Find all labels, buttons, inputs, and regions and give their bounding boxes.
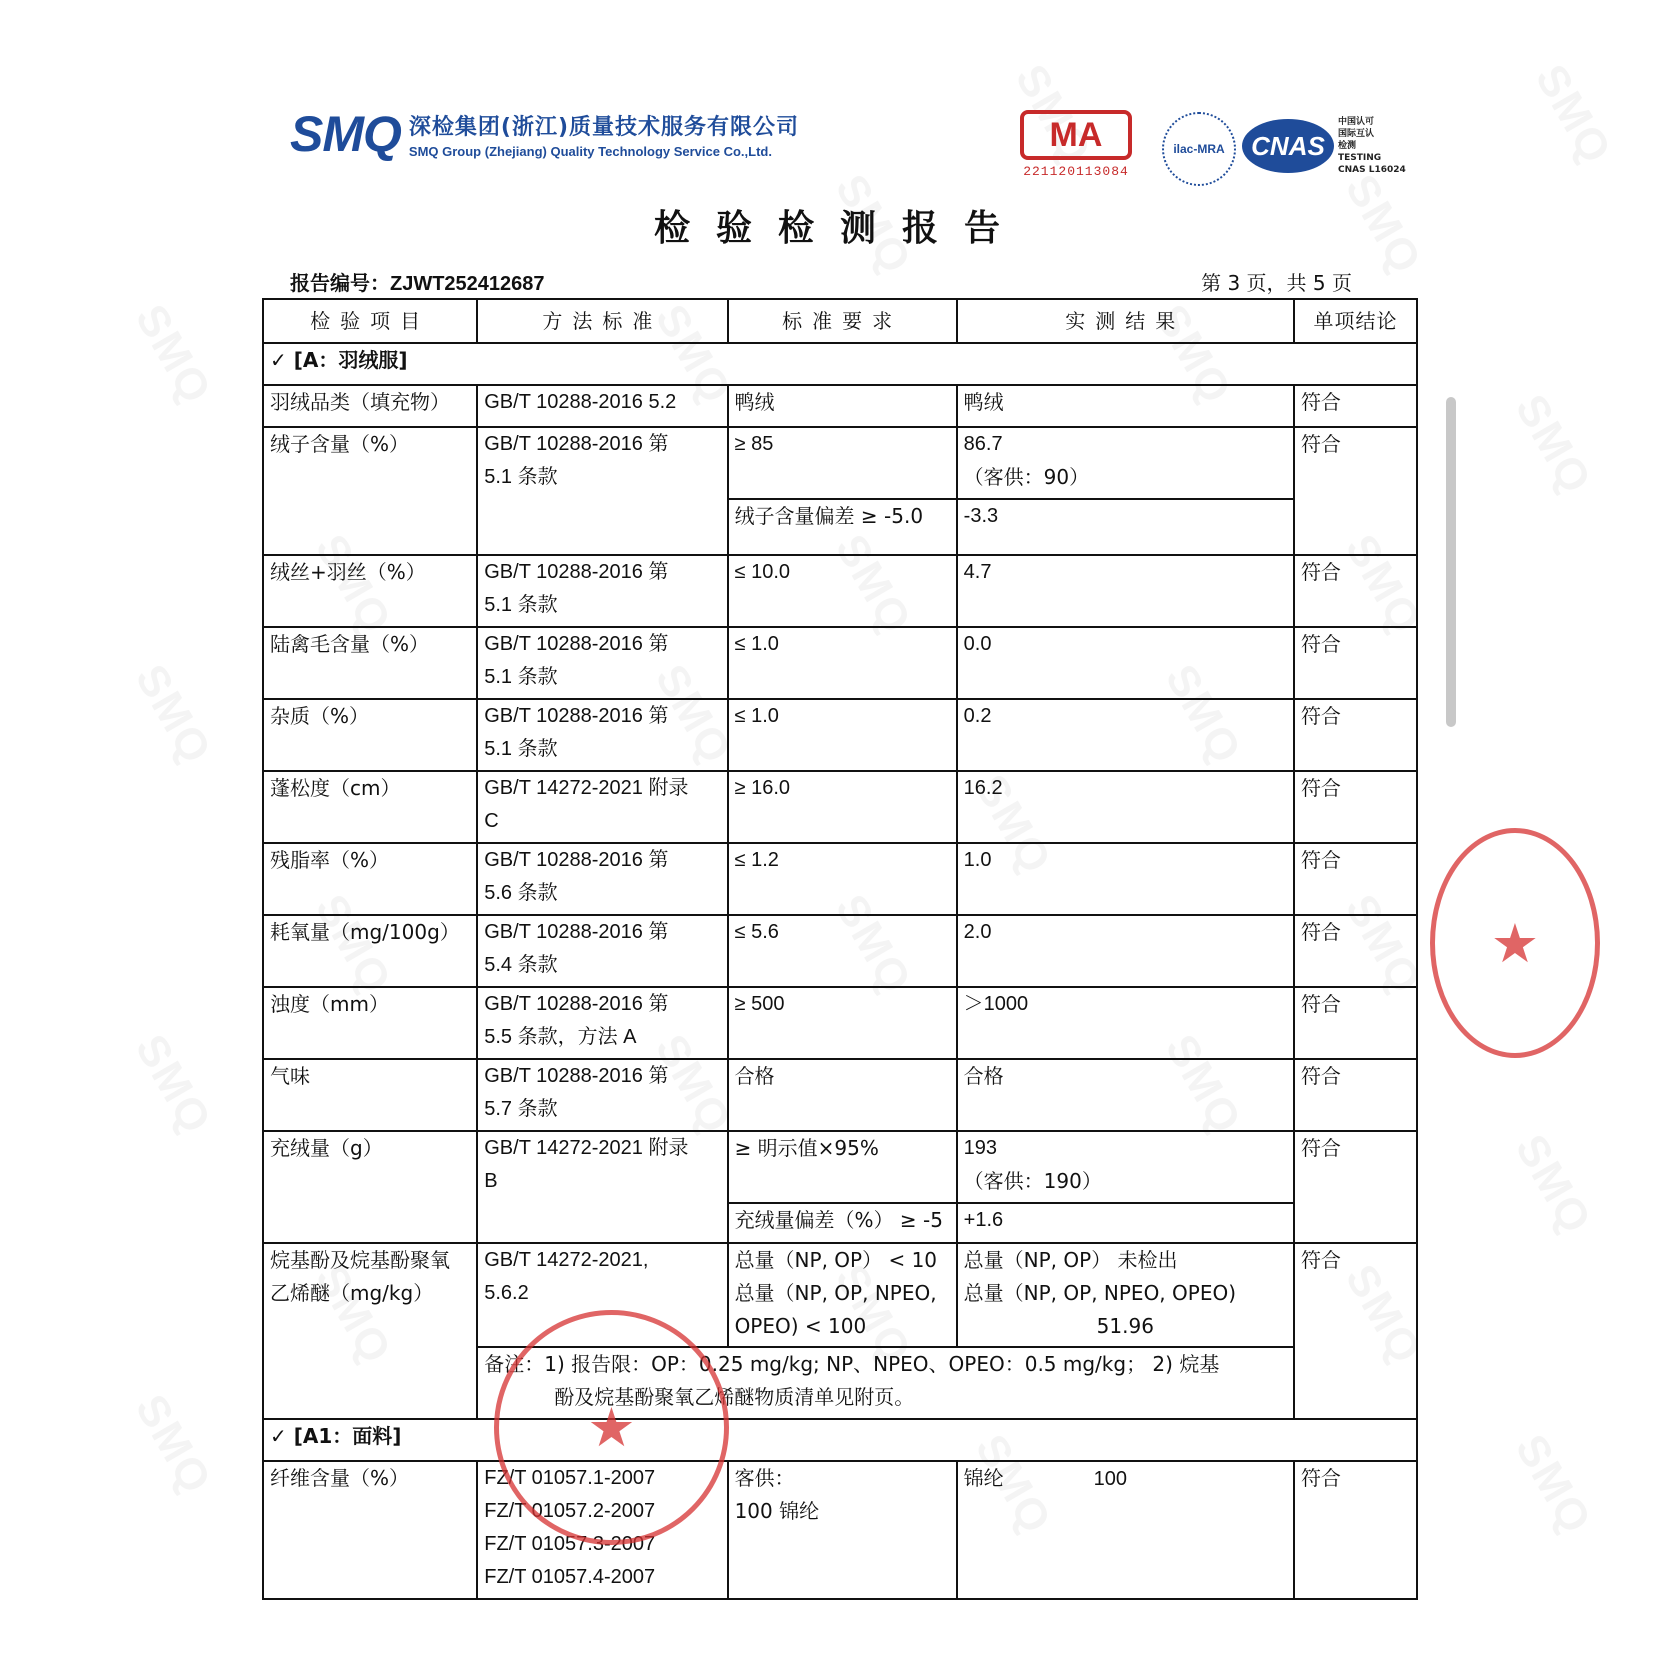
section-fabric: ✓ [A1：面料] [263,1419,1417,1461]
report-number-value: ZJWT252412687 [390,273,545,295]
cell-conclusion: 符合 [1294,987,1417,1059]
cell-requirement: 客供： 100 锦纶 [728,1461,957,1599]
cell-requirement: ≥ 16.0 [728,771,957,843]
inspection-seal-stamp [1430,828,1600,1058]
watermark [1505,1426,1601,1543]
cell-method: FZ/T 01057.1-2007 FZ/T 01057.2-2007 FZ/T 01057.3-2007 FZ/T 01057.4-2007 [477,1461,727,1599]
cell-item: 杂质（%） [263,699,477,771]
cell-item: 耗氧量（mg/100g） [263,915,477,987]
cell-requirement: ≤ 1.0 [728,627,957,699]
company-logo [290,105,799,163]
cma-certification-mark [1020,110,1132,179]
cell-result-deviation: +1.6 [957,1203,1294,1243]
table-row [263,987,1417,1059]
cell-method: GB/T 10288-2016 第 5.1 条款 [477,699,727,771]
table-row [263,915,1417,987]
watermark [125,1386,221,1503]
cell-result: 合格 [957,1059,1294,1131]
section-down-jacket: ✓ [A：羽绒服] [263,343,1417,385]
cell-conclusion: 符合 [1294,915,1417,987]
cell-item: 充绒量（g） [263,1131,477,1243]
watermark [125,1026,221,1143]
col-header-method: 方法标准 [477,299,727,343]
cell-result: 193 （客供：190） [957,1131,1294,1203]
cell-requirement-deviation: 充绒量偏差（%） ≥ -5 [728,1203,957,1243]
table-row [263,555,1417,627]
cell-method: GB/T 10288-2016 第 5.1 条款 [477,427,727,555]
watermark [1525,56,1621,173]
section-row [263,343,1417,385]
cell-requirement: ≥ 85 [728,427,957,499]
vertical-scrollbar[interactable] [1446,397,1456,727]
report-number [290,267,545,296]
ilac-mra-logo: ilac-MRA [1162,112,1236,186]
cell-item: 气味 [263,1059,477,1131]
watermark [1505,1126,1601,1243]
watermark [125,656,221,773]
cell-conclusion: 符合 [1294,627,1417,699]
cnas-logo: CNAS [1242,119,1334,173]
cell-item: 陆禽毛含量（%） [263,627,477,699]
cell-result-deviation: -3.3 [957,499,1294,555]
col-header-requirement: 标准要求 [728,299,957,343]
company-name-en: SMQ Group (Zhejiang) Quality Technology Service Co.,Ltd. [408,143,772,159]
cnas-caption: 中国认可 国际互认 检测 TESTING CNAS L16024 [1338,117,1406,175]
cell-conclusion: 符合 [1294,427,1417,555]
cell-method: GB/T 14272-2021, 5.6.2 [477,1243,727,1347]
cell-conclusion: 符合 [1294,1131,1417,1243]
cell-result: 4.7 [957,555,1294,627]
star-icon: ★ [1490,911,1540,975]
cell-result: 锦纶 100 [957,1461,1294,1599]
cell-result: 86.7 （客供：90） [957,427,1294,499]
star-icon: ★ [587,1396,636,1459]
cell-requirement: ≤ 10.0 [728,555,957,627]
cell-method: GB/T 10288-2016 第 5.1 条款 [477,555,727,627]
cell-requirement: 合格 [728,1059,957,1131]
cell-item: 蓬松度（cm） [263,771,477,843]
cell-item: 烷基酚及烷基酚聚氧 乙烯醚（mg/kg） [263,1243,477,1419]
cell-result: 16.2 [957,771,1294,843]
company-name-cn: 深检集团(浙江)质量技术服务有限公司 [408,114,800,140]
smq-logo-mark: SMQ [290,106,401,162]
cell-conclusion: 符合 [1294,555,1417,627]
cell-conclusion: 符合 [1294,699,1417,771]
cell-item: 残脂率（%） [263,843,477,915]
cell-requirement-deviation: 绒子含量偏差 ≥ -5.0 [728,499,957,555]
cell-conclusion: 符合 [1294,1461,1417,1599]
col-header-result: 实测结果 [957,299,1294,343]
cell-requirement: ≥ 明示值×95% [728,1131,957,1203]
table-row [263,627,1417,699]
cell-item: 绒丝+羽丝（%） [263,555,477,627]
cell-method: GB/T 10288-2016 5.2 [477,385,727,427]
cell-method: GB/T 10288-2016 第 5.7 条款 [477,1059,727,1131]
report-title: 检验检测报告 [653,207,1026,249]
cma-logo: MA [1020,110,1132,160]
cell-method: GB/T 14272-2021 附录 C [477,771,727,843]
watermark [125,296,221,413]
table-row [263,1243,1417,1347]
table-header-row [263,299,1417,343]
section-row [263,1419,1417,1461]
table-row [263,771,1417,843]
table-row [263,427,1417,499]
cell-conclusion: 符合 [1294,385,1417,427]
cell-method: GB/T 10288-2016 第 5.1 条款 [477,627,727,699]
cell-method: GB/T 10288-2016 第 5.6 条款 [477,843,727,915]
page-indicator: 第 3 页，共 5 页 [1201,271,1352,295]
cell-result: 0.0 [957,627,1294,699]
cell-item: 浊度（mm） [263,987,477,1059]
cell-requirement: ≥ 500 [728,987,957,1059]
cell-conclusion: 符合 [1294,771,1417,843]
cell-method: GB/T 10288-2016 第 5.4 条款 [477,915,727,987]
report-number-label: 报告编号： [290,271,390,295]
cell-result: 1.0 [957,843,1294,915]
cma-number: 221120113084 [1023,164,1129,179]
cnas-certification-mark [1242,116,1406,176]
cell-requirement: ≤ 5.6 [728,915,957,987]
cell-conclusion: 符合 [1294,1059,1417,1131]
test-results-table [262,298,1418,1600]
company-seal-stamp [494,1310,729,1545]
table-row [263,1461,1417,1599]
cell-method: GB/T 10288-2016 第 5.5 条款，方法 A [477,987,727,1059]
col-header-item: 检验项目 [263,299,477,343]
cell-method: GB/T 14272-2021 附录 B [477,1131,727,1243]
cell-requirement: ≤ 1.0 [728,699,957,771]
col-header-conclusion: 单项结论 [1294,299,1417,343]
table-row [263,843,1417,915]
cell-result: 2.0 [957,915,1294,987]
cell-requirement: 总量（NP, OP） < 10 总量（NP, OP, NPEO, OPEO) < 100 [728,1243,957,1347]
cell-remark: 备注：1) 报告限：OP：0.25 mg/kg; NP、NPEO、OPEO：0.5 mg/kg； 2) 烷基 酚及烷基酚聚氧乙烯醚物质清单见附页。 [477,1347,1294,1419]
cell-result: 鸭绒 [957,385,1294,427]
cell-requirement: 鸭绒 [728,385,957,427]
cell-item: 羽绒品类（填充物） [263,385,477,427]
table-row [263,1131,1417,1203]
table-row [263,1059,1417,1131]
table-row [263,385,1417,427]
cell-requirement: ≤ 1.2 [728,843,957,915]
watermark [1505,386,1601,503]
cell-item: 纤维含量（%） [263,1461,477,1599]
cell-conclusion: 符合 [1294,1243,1417,1419]
cell-result: ＞1000 [957,987,1294,1059]
cell-result: 0.2 [957,699,1294,771]
table-row [263,699,1417,771]
cell-result: 总量（NP, OP） 未检出 总量（NP, OP, NPEO, OPEO) 51.96 [957,1243,1294,1347]
cell-item: 绒子含量（%） [263,427,477,555]
cell-conclusion: 符合 [1294,843,1417,915]
